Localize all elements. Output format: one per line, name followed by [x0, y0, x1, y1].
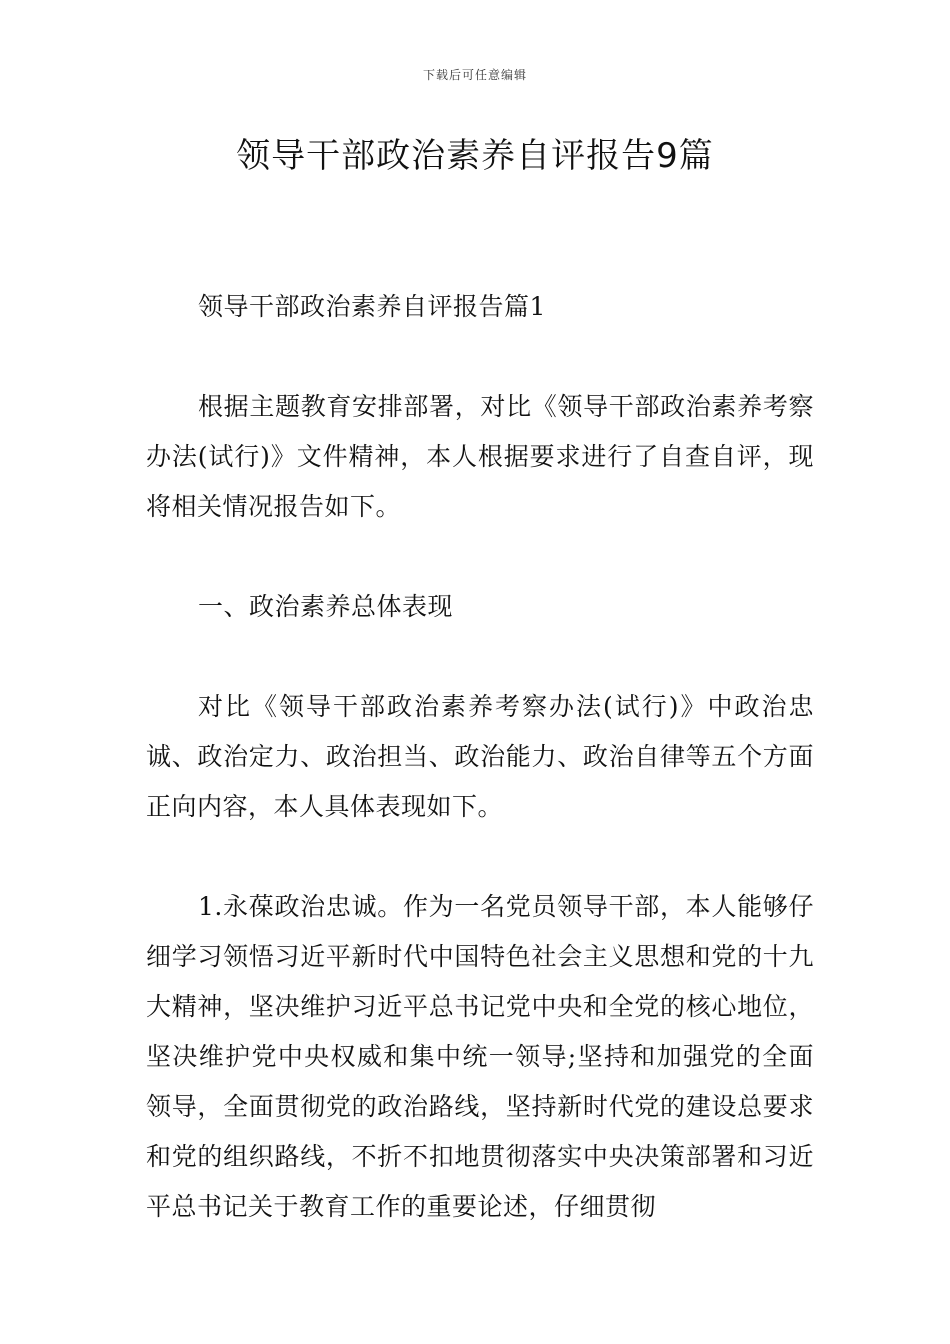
- section-heading: 一、政治素养总体表现: [198, 592, 454, 621]
- body-paragraph: 1.永葆政治忠诚。作为一名党员领导干部，本人能够仔细学习领悟习近平新时代中国特色社会主义思想和党的十九大精神，坚决维护习近平总书记党中央和全党的核心地位，坚决维护党中央权威和集中统一领导;坚持和加强党的全面领导，全面贯彻党的政治路线，坚持新时代党的建设总要求和党的组织路线，不折不扣地贯彻落实中央决策部署和习近平总书记关于教育工作的重要论述，仔细贯彻: [146, 892, 814, 1221]
- document-body: [146, 282, 814, 1232]
- body-paragraph: 对比《领导干部政治素养考察办法(试行)》中政治忠诚、政治定力、政治担当、政治能力、政治自律等五个方面正向内容，本人具体表现如下。: [146, 692, 814, 821]
- report-heading: 领导干部政治素养自评报告篇1: [198, 292, 546, 321]
- document-title: 领导干部政治素养自评报告9篇: [236, 136, 714, 176]
- header-note: 下载后可任意编辑: [422, 68, 527, 82]
- intro-paragraph: 根据主题教育安排部署，对比《领导干部政治素养考察办法(试行)》文件精神，本人根据要求进行了自查自评，现将相关情况报告如下。: [146, 392, 814, 521]
